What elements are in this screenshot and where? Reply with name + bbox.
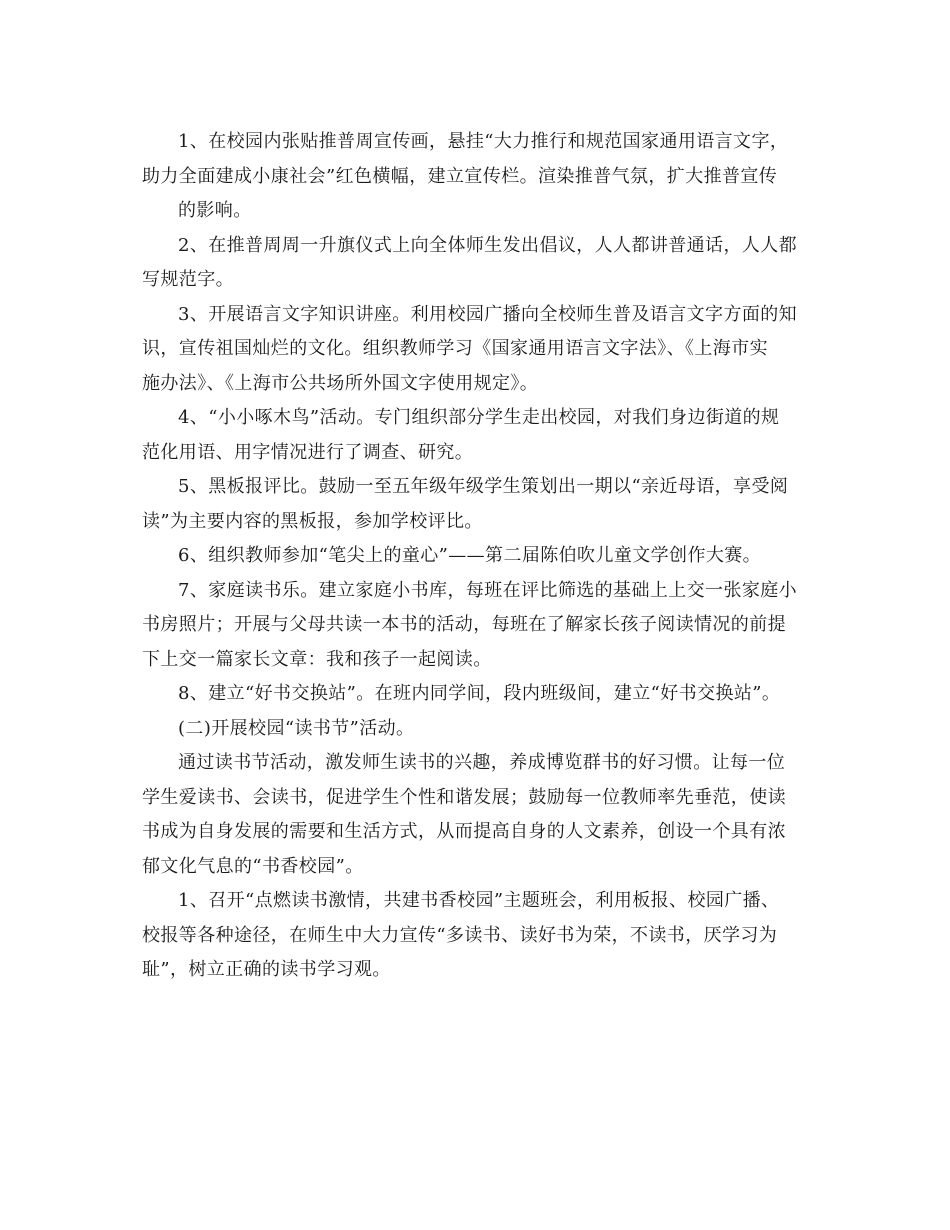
paragraph-line: 写规范字。 [142,269,234,290]
paragraph [142,574,822,678]
paragraph-line: 6、组织教师参加“笔尖上的童心”——第二届陈伯吹儿童文学创作大赛。 [178,545,762,566]
paragraph-line: (二)开展校园“读书节”活动。 [178,717,415,739]
paragraph [142,470,822,539]
paragraph-line: 下上交一篇家长文章：我和孩子一起阅读。 [142,648,492,670]
paragraph-line: 耻”，树立正确的读书学习观。 [142,959,391,980]
paragraph-line: 7、家庭读书乐。建立家庭小书库，每班在评比筛选的基础上上交一张家庭小 [178,579,798,601]
paragraph-line: 3、开展语言文字知识讲座。利用校园广播向全校师生普及语言文字方面的知 [178,303,798,325]
paragraph-line: 书成为自身发展的需要和生活方式，从而提高自身的人文素养，创设一个具有浓 [142,821,786,842]
paragraph-line: 读”为主要内容的黑板报，参加学校评比。 [142,510,483,532]
paragraph-line: 学生爱读书、会读书，促进学生个性和谐发展；鼓励每一位教师率先垂范，使读 [142,786,786,808]
paragraph-line: 通过读书节活动，激发师生读书的兴趣，养成博览群书的好习惯。让每一位 [178,752,786,773]
paragraph [142,884,822,988]
paragraph [142,712,822,747]
paragraph [142,539,822,574]
paragraph-line: 助力全面建成小康社会”红色横幅，建立宣传栏。渲染推普气氛，扩大推普宣传 [142,165,778,187]
paragraph-line: 8、建立“好书交换站”。在班内同学间，段内班级间，建立“好书交换站”。 [178,683,781,704]
paragraph-line: 的影响。 [178,200,252,221]
paragraph-line: 郁文化气息的“书香校园”。 [142,855,364,877]
paragraph [142,125,822,229]
paragraph-line: 校报等各种途径，在师生中大力宣传“多读书、读好书为荣，不读书，厌学习为 [142,924,778,946]
paragraph [142,677,822,712]
paragraph-line: 范化用语、用字情况进行了调查、研究。 [142,441,474,463]
paragraph [142,229,822,298]
paragraph-line: 识，宣传祖国灿烂的文化。组织教师学习《国家通用语言文字法》、《上海市实 [142,338,768,359]
paragraph-line: 施办法》、《上海市公共场所外国文字使用规定》。 [142,372,539,394]
paragraph [142,298,822,402]
paragraph-line: 2、在推普周周一升旗仪式上向全体师生发出倡议，人人都讲普通话，人人都 [178,234,798,256]
paragraph-line: 1、召开“点燃读书激情，共建书香校园”主题班会，利用板报、校园广播、 [178,890,780,911]
paragraph-line: 4、“小小啄木鸟”活动。专门组织部分学生走出校园，对我们身边街道的规 [178,407,780,428]
paragraph [142,401,822,470]
document-body [142,125,822,988]
paragraph-line: 5、黑板报评比。鼓励一至五年级年级学生策划出一期以“亲近母语，享受阅 [178,476,789,497]
paragraph-line: 书房照片；开展与父母共读一本书的活动，每班在了解家长孩子阅读情况的前提 [142,614,786,635]
paragraph-line: 1、在校园内张贴推普周宣传画，悬挂“大力推行和规范国家通用语言文字， [178,131,789,152]
paragraph [142,746,822,884]
